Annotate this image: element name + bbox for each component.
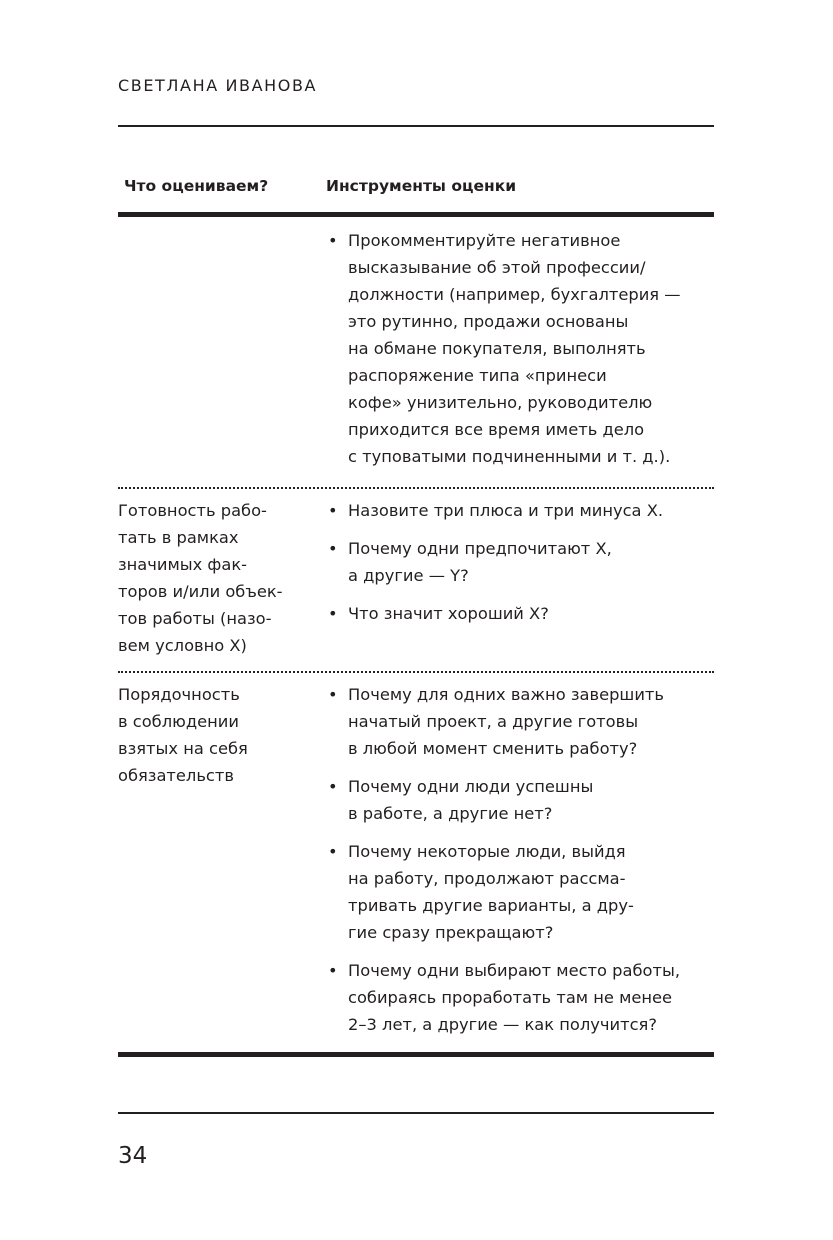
- bullet-item-line: распоряжение типа «принеси: [348, 366, 607, 385]
- bullet-icon: •: [328, 604, 338, 623]
- bullet-item: [328, 773, 718, 827]
- bullet-icon: •: [328, 685, 338, 704]
- row-criterion: [118, 497, 318, 659]
- header-rule: [118, 125, 714, 127]
- bullet-item-line: приходится все время иметь дело: [348, 420, 645, 439]
- column-header-tools: Инструменты оценки: [326, 177, 517, 195]
- bullet-item-line: Почему некоторые люди, выйдя: [348, 842, 626, 861]
- criterion-line: взятых на себя: [118, 739, 248, 758]
- bullet-item-line: на обмане покупателя, выполнять: [348, 339, 646, 358]
- bullet-item-line: Почему одни предпочитают X,: [348, 539, 612, 558]
- criterion-line: тать в рамках: [118, 528, 239, 547]
- bullet-item-line: в работе, а другие нет?: [348, 804, 553, 823]
- row-tools: [328, 497, 718, 638]
- criterion-line: значимых фак-: [118, 555, 248, 574]
- bullet-item: [328, 600, 718, 627]
- footer-rule: [118, 1112, 714, 1114]
- running-head-author: СВЕТЛАНА ИВАНОВА: [118, 76, 318, 95]
- bullet-item-line: а другие — Y?: [348, 566, 469, 585]
- bullet-item: [328, 227, 718, 470]
- criterion-line: в соблюдении: [118, 712, 239, 731]
- bullet-icon: •: [328, 777, 338, 796]
- row-tools: [328, 227, 718, 481]
- criterion-line: Готовность рабо-: [118, 501, 267, 520]
- bullet-item-line: начатый проект, а другие готовы: [348, 712, 639, 731]
- page-number: 34: [118, 1143, 148, 1169]
- bullet-item-line: высказывание об этой профессии/: [348, 258, 646, 277]
- bullet-item-line: Что значит хороший X?: [348, 604, 549, 623]
- bullet-icon: •: [328, 842, 338, 861]
- bullet-item: [328, 957, 718, 1038]
- criterion-line: вем условно X): [118, 636, 247, 655]
- bullet-item-line: Назовите три плюса и три минуса X.: [348, 501, 664, 520]
- bullet-item-line: тривать другие варианты, а дру-: [348, 896, 634, 915]
- table-bottom-rule: [118, 1052, 714, 1057]
- row-divider: [118, 487, 714, 489]
- bullet-icon: •: [328, 501, 338, 520]
- bullet-item-line: кофе» унизительно, руководителю: [348, 393, 653, 412]
- bullet-item-line: в любой момент сменить работу?: [348, 739, 638, 758]
- bullet-item-line: должности (например, бухгалтерия —: [348, 285, 681, 304]
- bullet-item-line: Почему одни выбирают место работы,: [348, 961, 681, 980]
- bullet-item: [328, 535, 718, 589]
- table-top-rule: [118, 212, 714, 217]
- bullet-icon: •: [328, 961, 338, 980]
- bullet-item: [328, 497, 718, 524]
- bullet-item-line: собираясь проработать там не менее: [348, 988, 673, 1007]
- bullet-item-line: гие сразу прекращают?: [348, 923, 554, 942]
- column-header-criterion: Что оцениваем?: [124, 177, 269, 195]
- bullet-item-line: с туповатыми подчиненными и т. д.).: [348, 447, 671, 466]
- bullet-item-line: 2–3 лет, а другие — как получится?: [348, 1015, 657, 1034]
- bullet-item-line: это рутинно, продажи основаны: [348, 312, 629, 331]
- bullet-item: [328, 681, 718, 762]
- bullet-icon: •: [328, 231, 338, 250]
- criterion-line: тов работы (назо-: [118, 609, 272, 628]
- bullet-item-line: Почему одни люди успешны: [348, 777, 594, 796]
- bullet-icon: •: [328, 539, 338, 558]
- row-divider: [118, 671, 714, 673]
- bullet-item-line: Почему для одних важно завершить: [348, 685, 664, 704]
- row-criterion: [118, 681, 318, 789]
- bullet-item-line: на работу, продолжают рассма-: [348, 869, 626, 888]
- criterion-line: Порядочность: [118, 685, 240, 704]
- bullet-item: [328, 838, 718, 946]
- criterion-line: торов и/или объек-: [118, 582, 283, 601]
- bullet-item-line: Прокомментируйте негативное: [348, 231, 621, 250]
- row-tools: [328, 681, 718, 1049]
- criterion-line: обязательств: [118, 766, 234, 785]
